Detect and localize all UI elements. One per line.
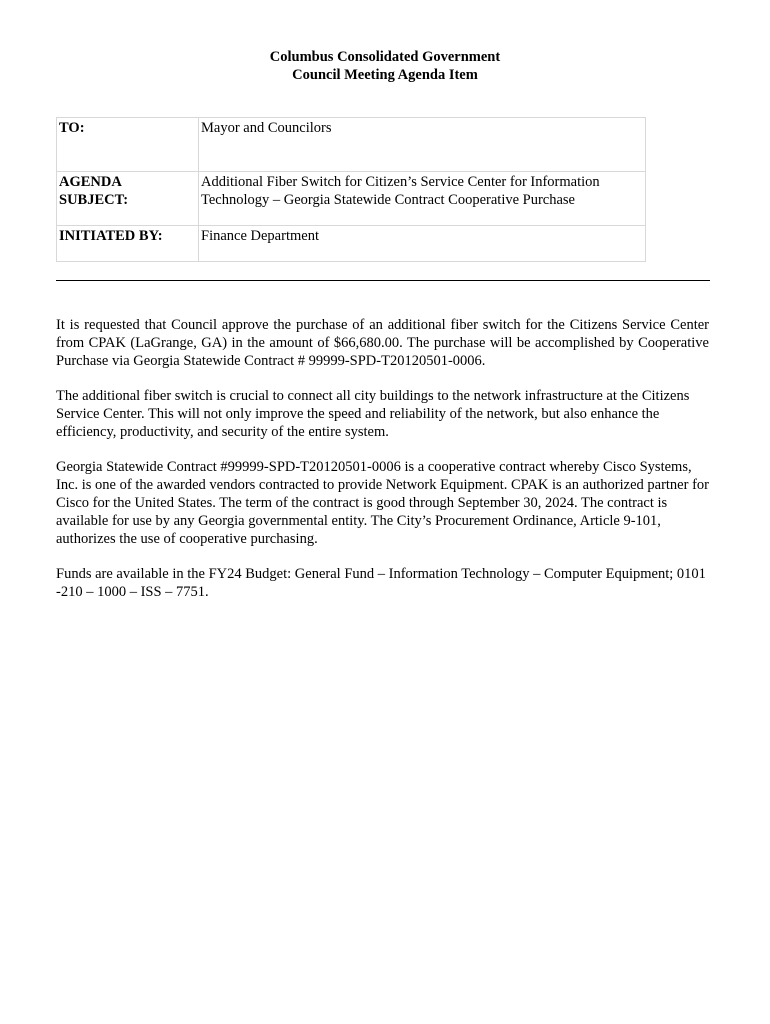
- subject-value-line2: Technology – Georgia Statewide Contract Cooperative Purchase: [201, 192, 575, 208]
- subject-label-line2: SUBJECT:: [59, 192, 129, 208]
- initiated-row: [57, 226, 646, 262]
- subject-value: [199, 172, 646, 226]
- initiated-value: Finance Department: [199, 226, 646, 262]
- subject-row: [57, 172, 646, 226]
- initiated-label: INITIATED BY:: [57, 226, 199, 262]
- agenda-body: [56, 316, 709, 618]
- to-value: Mayor and Councilors: [199, 118, 646, 172]
- horizontal-divider: [56, 280, 710, 281]
- agenda-info-table: [56, 117, 646, 262]
- justification-paragraph: The additional fiber switch is crucial to connect all city buildings to the network infrastructure at the Citizens Service Center. This will not only improve the speed and reliability of the network, but also enhance the efficiency, productivity, and security of the entire system.: [56, 388, 690, 440]
- subject-label: [57, 172, 199, 226]
- organization-title: Columbus Consolidated Government: [269, 49, 501, 65]
- subject-label-line1: AGENDA: [59, 174, 122, 190]
- document-header: [0, 48, 770, 84]
- contract-paragraph: Georgia Statewide Contract #99999-SPD-T20120501-0006 is a cooperative contract whereby Cisco Systems, Inc. is one of the awarded vendors contracted to provide Network Equipment. CPAK is an authorized partner for Cisco for the United States. The term of the contract is good through September 30, 2024. The contract is available for use by any Georgia governmental entity. The City’s Procurement Ordinance, Article 9-101, authorizes the use of cooperative purchasing.: [56, 459, 709, 547]
- to-row: [57, 118, 646, 172]
- request-paragraph: It is requested that Council approve the purchase of an additional fiber switch for the Citizens Service Center from CPAK (LaGrange, GA) in the amount of $66,680.00. The purchase will be accomplished by Cooperative Purchase via Georgia Statewide Contract # 99999-SPD-T20120501-0006.: [56, 317, 709, 369]
- subject-value-line1: Additional Fiber Switch for Citizen’s Service Center for Information: [201, 174, 600, 190]
- document-type-title: Council Meeting Agenda Item: [292, 67, 478, 83]
- to-label: TO:: [57, 118, 199, 172]
- funding-paragraph: Funds are available in the FY24 Budget: General Fund – Information Technology – Computer Equipment; 0101 -210 – 1000 – ISS – 7751.: [56, 566, 706, 600]
